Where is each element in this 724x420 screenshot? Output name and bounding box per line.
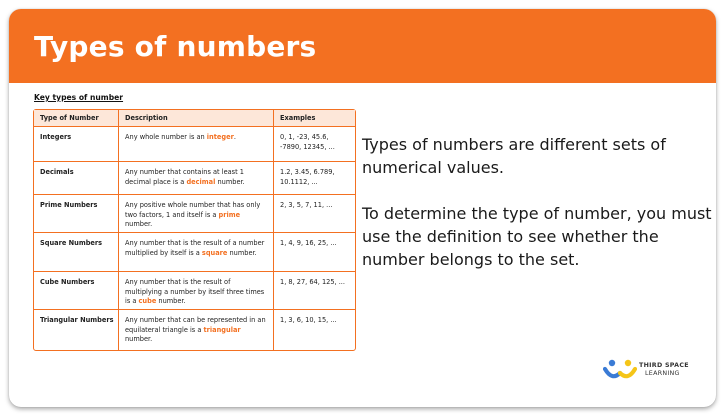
description-text: number. bbox=[215, 177, 245, 186]
description-text: Any number that is the result of a number multiplied by itself is a bbox=[125, 239, 265, 257]
types-of-number-table bbox=[33, 109, 356, 351]
description-text: Any positive whole number that has only two factors, 1 and itself is a bbox=[125, 201, 261, 219]
logo-wordmark bbox=[639, 362, 689, 378]
explanation-paragraph: Types of numbers are different sets of numerical values. bbox=[362, 135, 666, 177]
cell-type: Square Numbers bbox=[34, 233, 119, 272]
cell-description bbox=[119, 272, 274, 310]
table-row bbox=[34, 233, 355, 272]
table-header-row bbox=[34, 110, 355, 127]
cell-examples: 1, 3, 6, 10, 15, ... bbox=[280, 316, 337, 324]
cell-examples: 1.2, 3.45, 6.789, 10.1112, ... bbox=[274, 162, 355, 195]
table-row bbox=[34, 195, 355, 233]
cell-type: Integers bbox=[34, 127, 119, 162]
description-text: number. bbox=[125, 335, 153, 344]
highlight-term: prime bbox=[218, 210, 241, 219]
description-text: number. bbox=[125, 220, 153, 229]
description-text: number. bbox=[227, 248, 257, 257]
cell-description bbox=[119, 233, 274, 272]
table-row bbox=[34, 272, 355, 310]
cell-examples: 0, 1, -23, 45.6, -7890, 12345, ... bbox=[274, 127, 355, 162]
highlight-term: square bbox=[201, 248, 228, 257]
description-text: Any number that is the result of multiplying a number by itself three times is a bbox=[125, 278, 265, 306]
highlight-term: integer bbox=[206, 133, 234, 141]
cell-type: Cube Numbers bbox=[34, 272, 119, 310]
highlight-term: cube bbox=[138, 297, 157, 306]
slide-title: Types of numbers bbox=[34, 30, 317, 63]
cell-description bbox=[119, 127, 274, 162]
logo-line-1: THIRD SPACE bbox=[639, 362, 689, 369]
slide-card bbox=[9, 9, 716, 407]
third-space-learning-logo-icon bbox=[603, 358, 637, 382]
cell-type: Triangular Numbers bbox=[34, 310, 119, 350]
cell-examples: 1, 4, 9, 16, 25, ... bbox=[274, 233, 355, 272]
cell-description bbox=[119, 195, 274, 233]
cell-examples: 2, 3, 5, 7, 11, ... bbox=[274, 195, 355, 233]
description-text: . bbox=[233, 133, 236, 141]
column-header-examples: Examples bbox=[274, 110, 355, 127]
description-text: number. bbox=[156, 297, 186, 306]
slide-header bbox=[9, 9, 716, 83]
cell-type: Prime Numbers bbox=[34, 195, 119, 233]
highlight-term: decimal bbox=[186, 177, 216, 186]
highlight-term: triangular bbox=[203, 325, 241, 334]
table-row bbox=[34, 162, 355, 195]
description-text: Any number that contains at least 1 decimal place is a bbox=[125, 168, 244, 186]
cell-type: Decimals bbox=[34, 162, 119, 195]
explanation-paragraph: To determine the type of number, you must use the definition to see whether the number belongs to the set. bbox=[362, 204, 712, 269]
table-row bbox=[34, 310, 355, 350]
logo-line-2: LEARNING bbox=[645, 370, 680, 377]
table-row bbox=[34, 127, 355, 162]
explanation-text bbox=[362, 133, 712, 294]
third-space-learning-logo bbox=[603, 358, 703, 384]
description-text: Any number that can be represented in an equilateral triangle is a bbox=[125, 316, 266, 334]
cell-examples: 1, 8, 27, 64, 125, ... bbox=[274, 272, 355, 310]
cell-description bbox=[119, 162, 274, 195]
cell-description bbox=[119, 310, 274, 350]
column-header-description: Description bbox=[119, 110, 274, 127]
description-text: Any whole number is an bbox=[125, 133, 207, 141]
table-caption: Key types of number bbox=[34, 93, 124, 102]
column-header-type: Type of Number bbox=[34, 110, 119, 127]
